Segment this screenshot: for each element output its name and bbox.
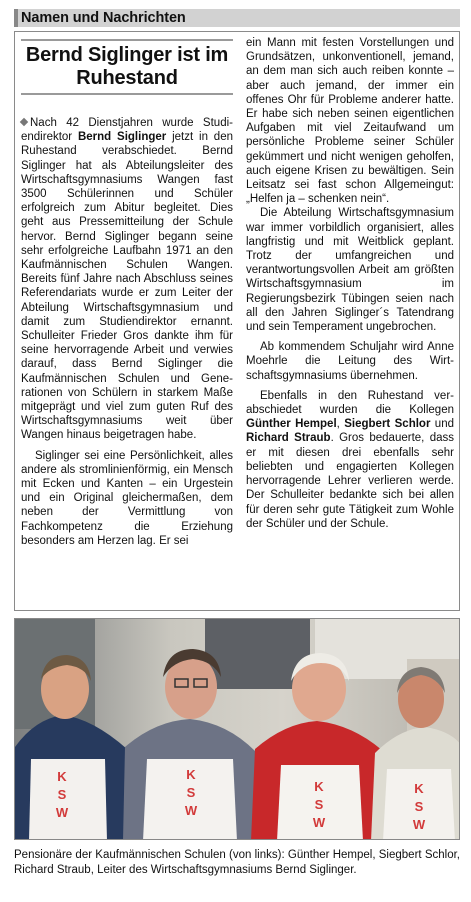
headline-box: [21, 39, 233, 95]
paragraph: [21, 116, 233, 443]
paragraph: ein Mann mit festen Vorstellungen und Grundsätzen, unkonventionell, jemand, an dem man sich auch reiben konnte – aber auch jemand, der immer ein offenes Ohr für Probleme anderer hatte. Er habe sich neben seinen eigentlichen Aufgaben mit viel Zeitaufwand um persönliche Probleme seiner Schüler gekümmert und nicht wenigen geholfen, auch eigene Krisen zu bewältigen. Sein Leitsatz sei fast schon Allgemeingut: „Helfen ja – schenken nein“.: [246, 37, 454, 206]
photo-caption: Pensionäre der Kaufmännischen Schulen (von links): Günther Hempel, Siegbert Schlor, Richard Straub, Leiter des Wirtschaftsgymnasiums Bernd Siglinger.: [14, 849, 460, 876]
apron-letter: K: [414, 781, 424, 796]
apron-letter: W: [412, 817, 426, 832]
paragraph: Die Abteilung Wirtschaftsgymnasium war immer vorbildlich organisiert, alles langfristig und mit Weitblick geplant. Trotz der umfangreichen und verantwortungsvollen Arbeit am größten Wirtschaftsgymnasium im Regierungsbezirk Tübingen seien nach all den Jahren Siglinger´s Tatendrang und sein Temperament ungebrochen.: [246, 207, 454, 334]
apron-letter: W: [55, 805, 69, 820]
apron-letter: W: [184, 803, 198, 818]
apron-letter: S: [186, 785, 196, 800]
headline: Bernd Siglinger ist im Ruhestand: [25, 44, 229, 89]
headline-rule-bottom: [21, 93, 233, 95]
paragraph: [246, 389, 454, 531]
group-photo: [14, 618, 460, 840]
text: Ebenfalls in den Ruhestand verabschiedet wurden die Kollegen: [246, 389, 454, 417]
apron-letter: W: [312, 815, 326, 830]
text: ,: [336, 418, 345, 431]
text: jetzt in den Ruhestand verabschiedet. Bernd Siglinger hat als Abteilungsleiter des Wirtschaftsgymnasiums Wangen fast 3500 Schülerinnen und Schüler erfolgreich zum Abitur begleitet. Dies geht aus Pressemitteilung der Schule hervor. Bernd Siglinger begann seine sehr erfolgreiche Laufbahn 1971 an den Kaufmännischen Schulen Wangen. Bereits fünf Jahre nach Abschluss seines Referendariats wurde er zum Leiter der Abteilung Wirtschaftsgymnasium und damit zum Studiendirektor ernannt. Schulleiter Frieder Gros dankte ihm für seine hervorragende Arbeit und verwies darauf, dass Bernd Siglinger die Kaufmännischen Schulen und Generationen von Schülern in starkem Maße mitgeprägt und viel zum guten Ruf des Wirtschaftsgymnasiums weit über Wangen hinaus beigetragen habe.: [21, 131, 233, 442]
person-name: Günther Hempel: [246, 418, 337, 431]
text: . Gros bedauerte, dass er mit diesen drei ebenfalls sehr beliebten und engagierten Kollegen hervorragende Lehrer verlieren werde. Der Schulleiter bedankte sich bei allen für deren sehr gute Tätigkeit zum Wohle der Schüler und der Schule.: [246, 432, 454, 530]
headline-rule-top: [21, 39, 233, 41]
apron-letter: S: [57, 787, 67, 802]
apron-letter: K: [314, 779, 324, 794]
text: und: [430, 418, 454, 431]
article-column-2: [246, 36, 454, 531]
person-name: Siegbert Schlor: [344, 418, 431, 431]
article-column-1: [21, 116, 233, 548]
paragraph: Ab kommendem Schuljahr wird Anne Moehrle die Leitung des Wirtschaftsgymnasiums übernehmen.: [246, 341, 454, 382]
apron-letter: K: [57, 769, 67, 784]
section-marker: [14, 9, 18, 27]
text: Nach 42 Dienstjahren wurde Studiendirektor: [21, 117, 233, 144]
apron-letter: K: [186, 767, 196, 782]
person-name: Richard Straub: [246, 432, 331, 445]
apron-letter: S: [314, 797, 324, 812]
person-name: Bernd Siglinger: [77, 131, 167, 144]
apron-letter: S: [414, 799, 424, 814]
paragraph: Siglinger sei eine Persönlichkeit, alles andere als stromlinienförmig, ein Mensch mit Ecken und Kanten – ein Urgestein und ein Original gleichermaßen, dem neben der Vermittlung von Fachkompetenz die Erziehung besonders am Herzen lag. Er sei: [21, 449, 233, 547]
bullet-diamond-icon: [20, 118, 28, 126]
photo-illustration: [15, 619, 460, 840]
section-header: [14, 9, 460, 27]
section-title: Namen und Nachrichten: [21, 10, 186, 26]
